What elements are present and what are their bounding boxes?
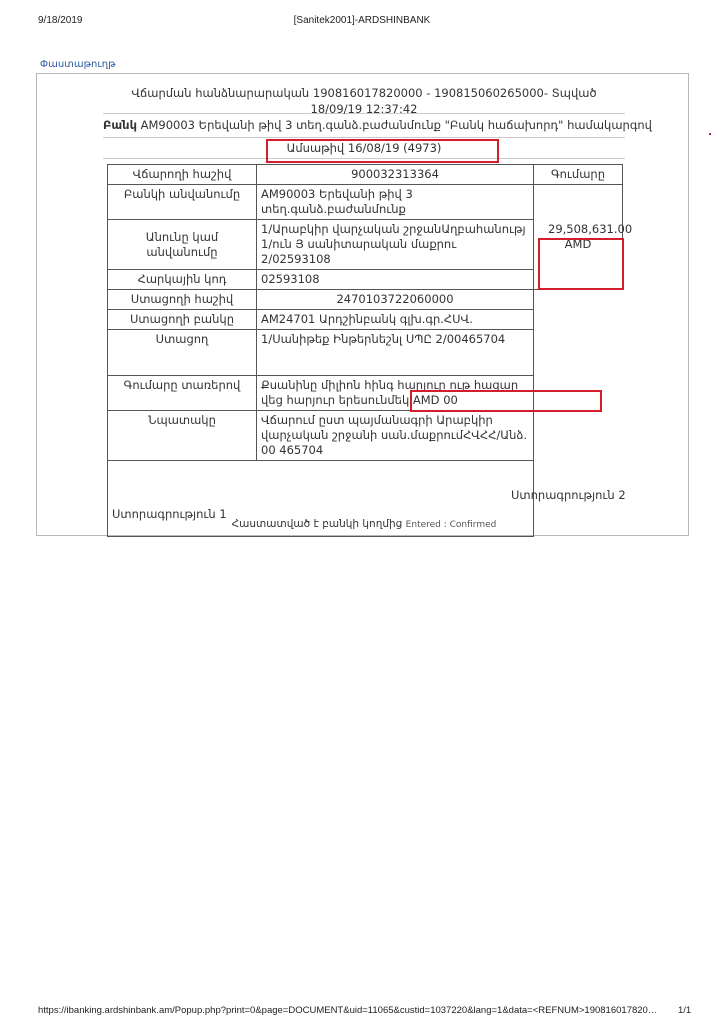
bank-name-label: Բանկի անվանումը	[108, 185, 257, 220]
signature-2: Ստորագրություն 2	[511, 488, 626, 502]
amount-words-value: Քսանինը միլիոն հինգ հարյուր ութ հազար վեց հարյուր երեսունմեկ AMD 00	[257, 376, 534, 411]
name-label: Անունը կամ անվանումը	[108, 220, 257, 270]
tax-code-value: 02593108	[257, 270, 534, 290]
recipient-value: 1/Սանիթեք Ինթերնեշնլ ՍՊԸ 2/00465704	[257, 330, 534, 376]
amount-header: Գումարը	[534, 165, 623, 185]
document-link[interactable]: Փաստաթուղթ	[40, 59, 116, 70]
table-row	[108, 290, 623, 310]
amount-highlight-box	[538, 238, 624, 290]
payer-account-label: Վճարողի հաշիվ	[108, 165, 257, 185]
recipient-bank-label: Ստացողի բանկը	[108, 310, 257, 330]
table-row	[108, 185, 623, 220]
page-url: https://ibanking.ardshinbank.am/Popup.php?print=0&page=DOCUMENT&uid=11065&custid=1037220&lang=1&data=<REFNUM>190816017820…	[38, 1005, 658, 1016]
print-title: [Sanitek2001]-ARDSHINBANK	[293, 15, 431, 26]
recipient-account-label: Ստացողի հաշիվ	[108, 290, 257, 310]
order-table	[107, 164, 633, 537]
name-value: 1/Արաբկիր վարչական շրջանԱղբահանությ 1/ուն Յ սանիտարական մաքրու 2/02593108	[257, 220, 534, 270]
bank-row	[103, 118, 652, 136]
page-number: 1/1	[678, 1005, 692, 1016]
bank-label: Բանկ	[103, 118, 137, 132]
table-row	[108, 165, 623, 185]
amount-words-label: Գումարը տառերով	[108, 376, 257, 411]
print-date: 9/18/2019	[38, 15, 83, 26]
purpose-label: Նպատակը	[108, 411, 257, 461]
purpose-highlight-box	[410, 390, 602, 412]
payer-account-value: 900032313364	[257, 165, 534, 185]
recipient-account-value: 2470103722060000	[257, 290, 534, 310]
bank-value: AM90003 Երեվանի թիվ 3 տեղ.գանձ.բաժանմունք "Բանկ հաճախորդ" համակարգով	[140, 118, 652, 132]
recipient-label: Ստացող	[108, 330, 257, 376]
date-highlight-box	[266, 139, 499, 163]
annotation-dot	[709, 133, 711, 135]
confirmation-text: Հաստատված է բանկի կողմից	[231, 518, 403, 530]
confirmation-status: Entered : Confirmed	[405, 520, 497, 530]
bank-name-value: AM90003 Երեվանի թիվ 3 տեղ.գանձ.բաժանմունք	[257, 185, 534, 220]
recipient-bank-value: AM24701 Արդշինբանկ գլխ.գր.ՀՍՎ.	[257, 310, 534, 330]
confirmation-line	[103, 518, 625, 530]
tax-code-label: Հարկային կոդ	[108, 270, 257, 290]
order-heading: Վճարման հանձնարարական 190816017820000 - 190815060265000- Տպված 18/09/19 12:37:42	[103, 80, 625, 114]
signature-1: Ստորագրություն 1	[112, 507, 227, 521]
purpose-value: Վճարում ըստ պայմանագրի Արաբկիր վարչական շրջանի սան.մաքրումՀՎՀՀ/Անձ. 00 465704	[257, 411, 534, 461]
order-date: Ամսաթիվ 16/08/19 (4973)	[286, 141, 442, 155]
amount-value: 29,508,631.00 AMD	[548, 222, 633, 251]
